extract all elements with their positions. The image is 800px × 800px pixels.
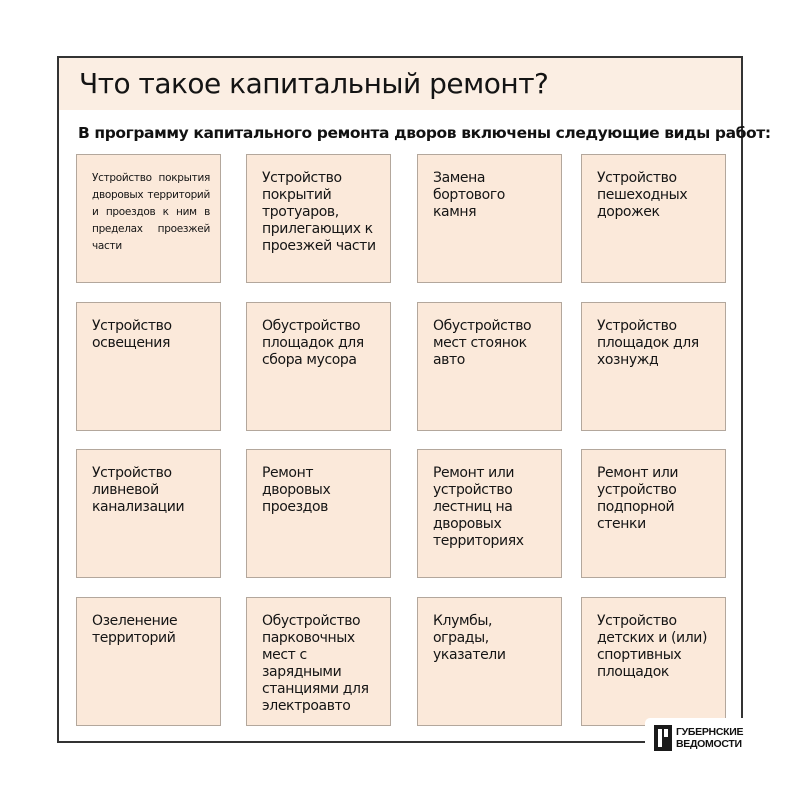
work-card-label: Устройство площадок для хознужд (597, 318, 699, 368)
work-card (246, 449, 391, 578)
work-card (581, 302, 726, 431)
logo-line-1: ГУБЕРНСКИЕ (676, 726, 744, 738)
work-card (581, 449, 726, 578)
work-card-label: Устройство ливневой канализации (92, 465, 185, 515)
work-card (581, 154, 726, 283)
work-card-label: Замена бортового камня (433, 170, 505, 220)
work-card (417, 449, 562, 578)
title-bar (59, 58, 741, 110)
work-card (246, 154, 391, 283)
work-card-label: Устройство покрытий тротуаров, прилегающих к проезжей части (262, 170, 376, 254)
subtitle: В программу капитального ремонта дворов включены следующие виды работ: (78, 124, 771, 142)
work-card (246, 302, 391, 431)
work-card (76, 597, 221, 726)
logo-line-2: ВЕДОМОСТИ (676, 738, 742, 750)
work-card-label: Обустройство парковочных мест с зарядными станциями для электроавто (262, 613, 369, 714)
work-card (417, 302, 562, 431)
logo-mark-icon (654, 725, 672, 751)
work-card (76, 154, 221, 283)
work-card-label: Устройство пешеходных дорожек (597, 170, 688, 220)
work-card-label: Обустройство площадок для сбора мусора (262, 318, 364, 368)
page-title: Что такое капитальный ремонт? (79, 67, 549, 100)
work-card-label: Обустройство мест стоянок авто (433, 318, 532, 368)
work-card-label: Ремонт дворовых проездов (262, 465, 331, 515)
publisher-logo (646, 719, 762, 757)
work-card-label: Клумбы, ограды, указатели (433, 613, 506, 663)
work-card (417, 597, 562, 726)
work-card (581, 597, 726, 726)
work-card (417, 154, 562, 283)
work-card-label: Устройство детских и (или) спортивных площадок (597, 613, 708, 680)
work-card-label: Ремонт или устройство лестниц на дворовых территориях (433, 465, 524, 549)
work-card (76, 302, 221, 431)
work-card-label: Устройство освещения (92, 318, 172, 351)
work-card-label: Озеленение территорий (92, 613, 178, 646)
work-card (246, 597, 391, 726)
work-card-label: Ремонт или устройство подпорной стенки (597, 465, 679, 532)
work-card (76, 449, 221, 578)
work-card-label: Устройство покрытия дворовых территорий и проездов к ним в пределах проезжей части (92, 172, 210, 252)
